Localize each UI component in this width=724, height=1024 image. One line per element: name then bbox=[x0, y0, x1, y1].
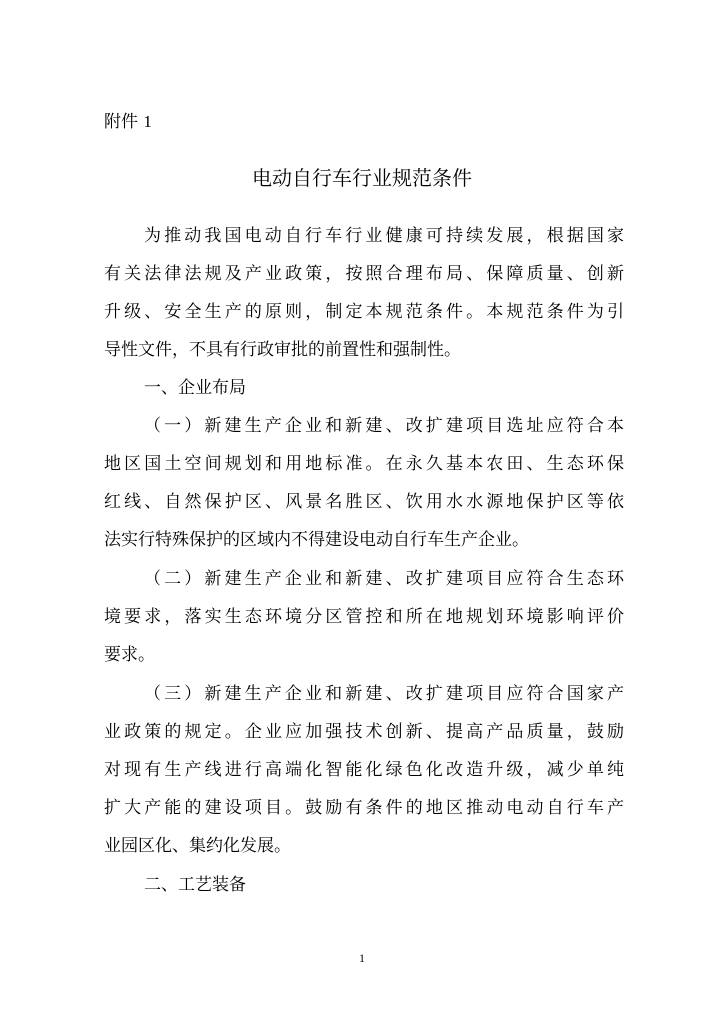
document-title: 电动自行车行业规范条件 bbox=[252, 166, 472, 190]
attachment-number: 1 bbox=[143, 112, 152, 131]
section-heading: 二、工艺装备 bbox=[144, 875, 246, 895]
paragraph-line: 业园区化、集约化发展。 bbox=[104, 836, 291, 856]
paragraph-line: 导性文件，不具有行政审批的前置性和强制性。 bbox=[104, 340, 461, 360]
paragraph-line: 升级、安全生产的原则，制定本规范条件。本规范条件为引 bbox=[104, 302, 624, 322]
paragraph-line: （三）新建生产企业和新建、改扩建项目应符合国家产 bbox=[144, 684, 624, 704]
paragraph-line: 对现有生产线进行高端化智能化绿色化改造升级，减少单纯 bbox=[104, 760, 624, 780]
paragraph-line: 要求。 bbox=[104, 645, 155, 665]
paragraph-line: 红线、自然保护区、风景名胜区、饮用水水源地保护区等依 bbox=[104, 492, 624, 512]
paragraph-line: （二）新建生产企业和新建、改扩建项目应符合生态环 bbox=[144, 569, 624, 589]
paragraph-line: 有关法律法规及产业政策，按照合理布局、保障质量、创新 bbox=[104, 264, 624, 284]
page-number: 1 bbox=[359, 951, 365, 965]
paragraph-line: 地区国土空间规划和用地标准。在永久基本农田、生态环保 bbox=[104, 454, 624, 474]
attachment-label bbox=[104, 110, 152, 134]
paragraph-line: 境要求，落实生态环境分区管控和所在地规划环境影响评价 bbox=[104, 607, 624, 627]
paragraph-line: 法实行特殊保护的区域内不得建设电动自行车生产企业。 bbox=[104, 530, 529, 550]
paragraph-line: 扩大产能的建设项目。鼓励有条件的地区推动电动自行车产 bbox=[104, 798, 624, 818]
section-heading: 一、企业布局 bbox=[144, 378, 246, 398]
paragraph-line: 为推动我国电动自行车行业健康可持续发展，根据国家 bbox=[144, 226, 624, 246]
paragraph-line: 业政策的规定。企业应加强技术创新、提高产品质量，鼓励 bbox=[104, 722, 624, 742]
attachment-label-text: 附件 bbox=[104, 112, 138, 132]
paragraph-line: （一）新建生产企业和新建、改扩建项目选址应符合本 bbox=[144, 416, 624, 436]
